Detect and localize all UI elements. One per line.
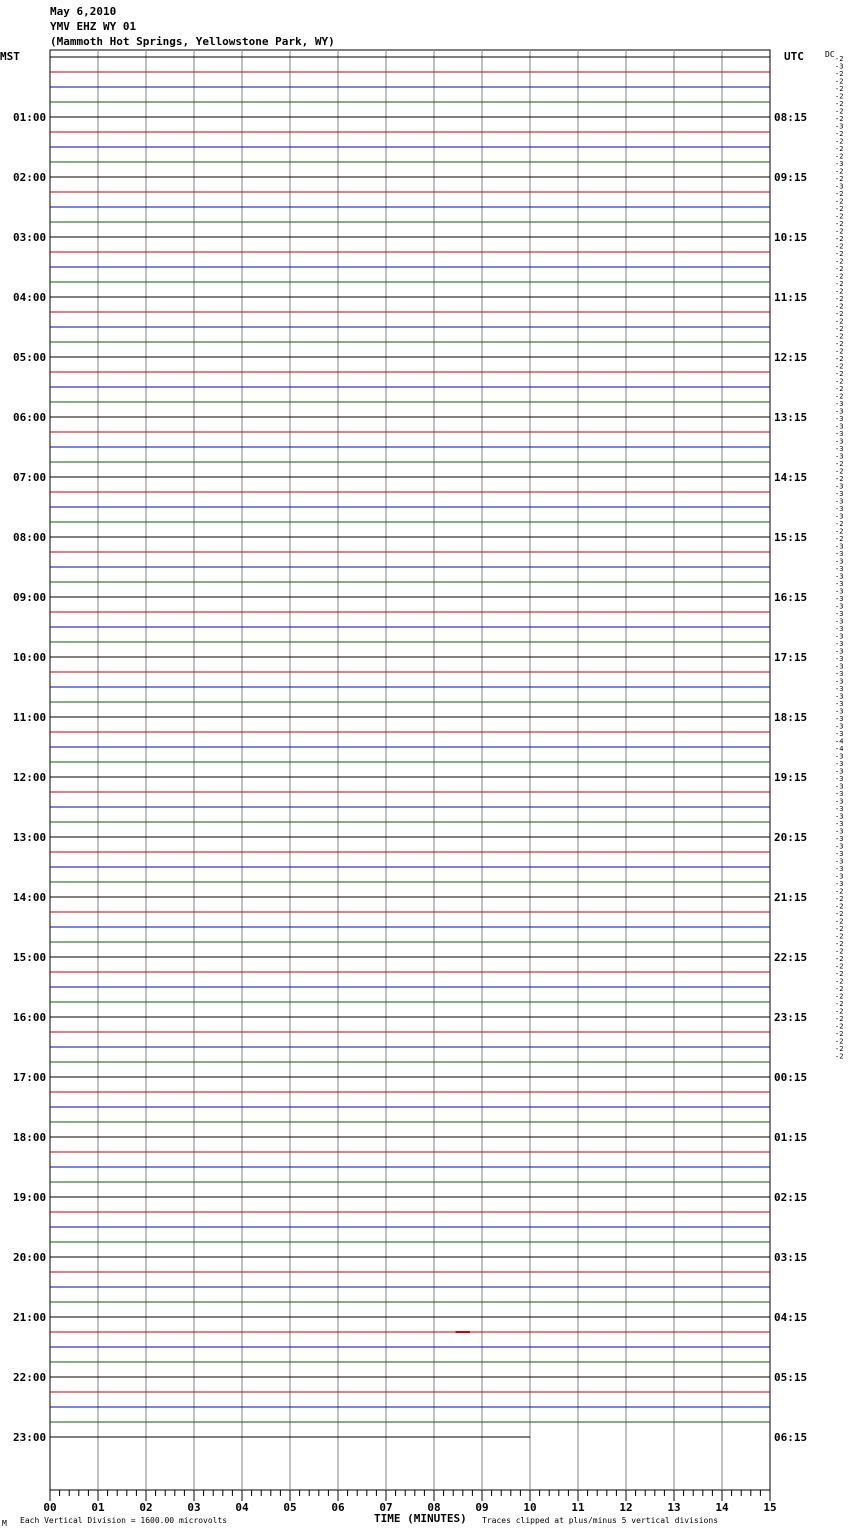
dc-offset-label: -2 [835,287,844,296]
mst-hour-label: 12:00 [13,771,47,784]
dc-offset-label: -3 [835,572,844,581]
plot-date: May 6,2010 [50,5,117,18]
x-tick-label: 14 [715,1501,729,1514]
dc-offset-label: -3 [835,422,844,431]
dc-offset-label: -3 [835,160,844,168]
mst-hour-label: 01:00 [13,111,47,124]
dc-offset-label: -2 [835,992,844,1001]
x-tick-label: 04 [235,1501,249,1514]
x-tick-label: 12 [619,1501,633,1514]
dc-offset-label: -3 [835,400,844,408]
scale-note: Each Vertical Division = 1600.00 microvolts [20,1516,228,1525]
dc-offset-label: -3 [835,587,844,596]
utc-hour-label: 11:15 [774,291,808,304]
dc-offset-label: -2 [835,985,844,993]
mst-hour-label: 16:00 [13,1011,47,1024]
dc-offset-label: -3 [835,542,844,551]
dc-offset-label: -2 [835,947,844,956]
mst-hour-label: 03:00 [13,231,47,244]
mst-hour-label: 11:00 [13,711,47,724]
dc-offset-label: -3 [835,662,844,671]
x-tick-label: 06 [331,1501,345,1514]
dc-offset-label: -3 [835,632,844,641]
mst-hour-label: 19:00 [13,1191,47,1204]
x-tick-label: 02 [139,1501,153,1514]
dc-offset-label: -2 [835,1007,844,1016]
dc-offset-label: -2 [835,1052,844,1061]
dc-offset-label: -3 [835,850,844,858]
x-tick-label: 11 [571,1501,585,1514]
dc-offset-label: -2 [835,317,844,326]
dc-offset-label: -3 [835,452,844,461]
dc-offset-label: -2 [835,1000,844,1008]
utc-hour-label: 16:15 [774,591,808,604]
dc-offset-label: -2 [835,520,844,528]
dc-offset-label: -3 [835,182,844,191]
utc-hour-label: 08:15 [774,111,808,124]
dc-offset-label: -3 [835,865,844,873]
x-tick-label: 10 [523,1501,537,1514]
dc-offset-label: -3 [835,655,844,663]
dc-offset-label: -3 [835,722,844,731]
dc-offset-label: -3 [835,647,844,656]
mst-hour-label: 05:00 [13,351,47,364]
dc-offset-label: -3 [835,625,844,633]
dc-offset-label: -2 [835,932,844,941]
mst-hour-label: 15:00 [13,951,47,964]
dc-offset-label: -4 [835,737,844,746]
utc-hour-label: 12:15 [774,351,808,364]
utc-hour-label: 01:15 [774,1131,808,1144]
dc-offset-label: -2 [835,392,844,401]
dc-offset-label: -3 [835,557,844,566]
dc-offset-label: -2 [835,1045,844,1053]
utc-hour-label: 23:15 [774,1011,808,1024]
utc-axis-title: UTC [784,50,804,63]
x-tick-label: 05 [283,1501,297,1514]
station-code: YMV EHZ WY 01 [50,20,137,33]
dc-offset-label: -3 [835,730,844,738]
dc-offset-label: -3 [835,685,844,693]
plot-frame [50,50,770,1490]
utc-hour-label: 03:15 [774,1251,808,1264]
dc-offset-label: -2 [835,955,844,963]
dc-offset-label: -2 [835,115,844,123]
dc-offset-label: -3 [835,857,844,866]
x-tick-label: 15 [763,1501,777,1514]
dc-offset-label: -2 [835,385,844,393]
mst-hour-label: 23:00 [13,1431,47,1444]
utc-hour-label: 20:15 [774,831,808,844]
dc-offset-label: -3 [835,512,844,521]
dc-offset-label: -3 [835,827,844,836]
dc-offset-label: -2 [835,1015,844,1023]
dc-offset-label: -2 [835,145,844,153]
mst-hour-label: 17:00 [13,1071,47,1084]
dc-offset-label: -3 [835,415,844,423]
mst-hour-label: 02:00 [13,171,47,184]
dc-offset-label: -2 [835,250,844,258]
dc-offset-label: -3 [835,760,844,768]
dc-offset-label: -2 [835,235,844,243]
dc-offset-label: -2 [835,220,844,228]
dc-offset-label: -2 [835,55,844,63]
dc-offset-label: -3 [835,820,844,828]
dc-offset-label: -2 [835,302,844,311]
dc-offset-label: -2 [835,475,844,483]
dc-offset-label: -2 [835,902,844,911]
dc-offset-label: -3 [835,62,844,71]
dc-offset-label: -3 [835,835,844,843]
dc-offset-label: -3 [835,407,844,416]
dc-offset-label: -2 [835,527,844,536]
dc-offset-label: -3 [835,872,844,881]
dc-offset-label: -2 [835,460,844,468]
mst-hour-label: 20:00 [13,1251,47,1264]
mst-hour-label: 06:00 [13,411,47,424]
utc-hour-label: 10:15 [774,231,808,244]
dc-offset-label: -2 [835,175,844,183]
dc-offset-label: -3 [835,550,844,558]
dc-offset-label: -2 [835,130,844,138]
mst-hour-label: 07:00 [13,471,47,484]
dc-offset-label: -2 [835,535,844,543]
dc-offset-label: -3 [835,497,844,506]
dc-offset-label: -2 [835,107,844,116]
utc-hour-label: 22:15 [774,951,808,964]
dc-offset-label: -2 [835,340,844,348]
dc-offset-label: -2 [835,895,844,903]
dc-offset-label: -2 [835,242,844,251]
dc-offset-label: -2 [835,467,844,476]
utc-hour-label: 06:15 [774,1431,808,1444]
dc-offset-label: -2 [835,205,844,213]
mst-hour-label: 18:00 [13,1131,47,1144]
dc-offset-label: -3 [835,812,844,821]
x-tick-label: 00 [43,1501,57,1514]
dc-offset-label: -2 [835,925,844,933]
dc-offset-label: -3 [835,580,844,588]
dc-offset-label: -2 [835,910,844,918]
dc-offset-label: -2 [835,970,844,978]
dc-offset-label: -2 [835,70,844,78]
dc-offset-label: -3 [835,602,844,611]
dc-offset-label: -3 [835,700,844,708]
dc-offset-label: -3 [835,775,844,783]
dc-offset-label: -2 [835,1030,844,1038]
mst-hour-label: 09:00 [13,591,47,604]
dc-offset-label: -2 [835,280,844,288]
dc-offset-label: -2 [835,917,844,926]
x-tick-label: 09 [475,1501,489,1514]
utc-hour-label: 05:15 [774,1371,808,1384]
dc-offset-label: -3 [835,640,844,648]
dc-offset-label: -3 [835,617,844,626]
utc-hour-label: 18:15 [774,711,808,724]
dc-offset-label: -3 [835,595,844,603]
mst-hour-label: 21:00 [13,1311,47,1324]
dc-offset-label: -3 [835,842,844,851]
dc-offset-label: -3 [835,482,844,491]
dc-offset-label: -2 [835,310,844,318]
dc-offset-label: -2 [835,227,844,236]
dc-offset-label: -2 [835,272,844,281]
dc-offset-label: -2 [835,362,844,371]
dc-offset-label: -3 [835,490,844,498]
dc-offset-label: -2 [835,92,844,101]
utc-hour-label: 09:15 [774,171,808,184]
utc-hour-label: 15:15 [774,531,808,544]
dc-column-title: DC [825,50,835,59]
dc-offset-label: -3 [835,505,844,513]
dc-offset-label: -2 [835,85,844,93]
footer-left-mark: M [2,1519,7,1528]
dc-offset-label: -3 [835,715,844,723]
dc-offset-label: -2 [835,355,844,363]
dc-offset-label: -3 [835,707,844,716]
dc-offset-label: -4 [835,745,844,753]
mst-hour-label: 14:00 [13,891,47,904]
dc-offset-label: -3 [835,445,844,453]
dc-offset-label: -3 [835,790,844,798]
dc-offset-label: -2 [835,370,844,378]
mst-hour-label: 04:00 [13,291,47,304]
mst-hour-label: 13:00 [13,831,47,844]
dc-offset-label: -3 [835,692,844,701]
utc-hour-label: 02:15 [774,1191,808,1204]
x-tick-label: 07 [379,1501,393,1514]
mst-hour-label: 08:00 [13,531,47,544]
dc-offset-label: -2 [835,332,844,341]
x-tick-label: 01 [91,1501,105,1514]
dc-offset-label: -2 [835,212,844,221]
dc-offset-label: -3 [835,430,844,438]
dc-offset-label: -2 [835,257,844,266]
dc-offset-label: -2 [835,325,844,333]
dc-offset-label: -2 [835,137,844,146]
dc-offset-label: -3 [835,670,844,678]
utc-hour-label: 21:15 [774,891,808,904]
mst-hour-label: 22:00 [13,1371,47,1384]
dc-offset-label: -2 [835,347,844,356]
dc-offset-label: -2 [835,962,844,971]
dc-offset-label: -2 [835,167,844,176]
utc-hour-label: 19:15 [774,771,808,784]
utc-hour-label: 14:15 [774,471,808,484]
dc-offset-label: -3 [835,122,844,131]
utc-hour-label: 00:15 [774,1071,808,1084]
dc-offset-label: -3 [835,610,844,618]
utc-hour-label: 13:15 [774,411,808,424]
dc-offset-label: -3 [835,782,844,791]
utc-hour-label: 04:15 [774,1311,808,1324]
dc-offset-label: -2 [835,940,844,948]
dc-offset-label: -2 [835,190,844,198]
dc-offset-label: -3 [835,767,844,776]
x-axis-title: TIME (MINUTES) [374,1512,467,1525]
dc-offset-label: -3 [835,880,844,888]
dc-offset-label: -3 [835,805,844,813]
dc-offset-label: -3 [835,752,844,761]
clip-note: Traces clipped at plus/minus 5 vertical divisions [482,1516,719,1525]
dc-offset-label: -2 [835,1037,844,1046]
dc-offset-label: -2 [835,77,844,86]
dc-offset-label: -2 [835,1022,844,1031]
x-tick-label: 08 [427,1501,441,1514]
x-tick-label: 03 [187,1501,201,1514]
mst-axis-title: MST [0,50,20,63]
dc-offset-label: -3 [835,437,844,446]
station-location: (Mammoth Hot Springs, Yellowstone Park, WY) [50,35,335,48]
dc-offset-label: -2 [835,100,844,108]
dc-offset-label: -2 [835,295,844,303]
dc-offset-label: -2 [835,977,844,986]
dc-offset-label: -2 [835,377,844,386]
mst-hour-label: 10:00 [13,651,47,664]
dc-offset-label: -3 [835,565,844,573]
x-tick-label: 13 [667,1501,681,1514]
utc-hour-label: 17:15 [774,651,808,664]
dc-offset-label: -3 [835,677,844,686]
dc-offset-label: -2 [835,887,844,896]
dc-offset-label: -2 [835,265,844,273]
dc-offset-label: -3 [835,797,844,806]
dc-offset-label: -2 [835,197,844,206]
dc-offset-label: -2 [835,152,844,161]
